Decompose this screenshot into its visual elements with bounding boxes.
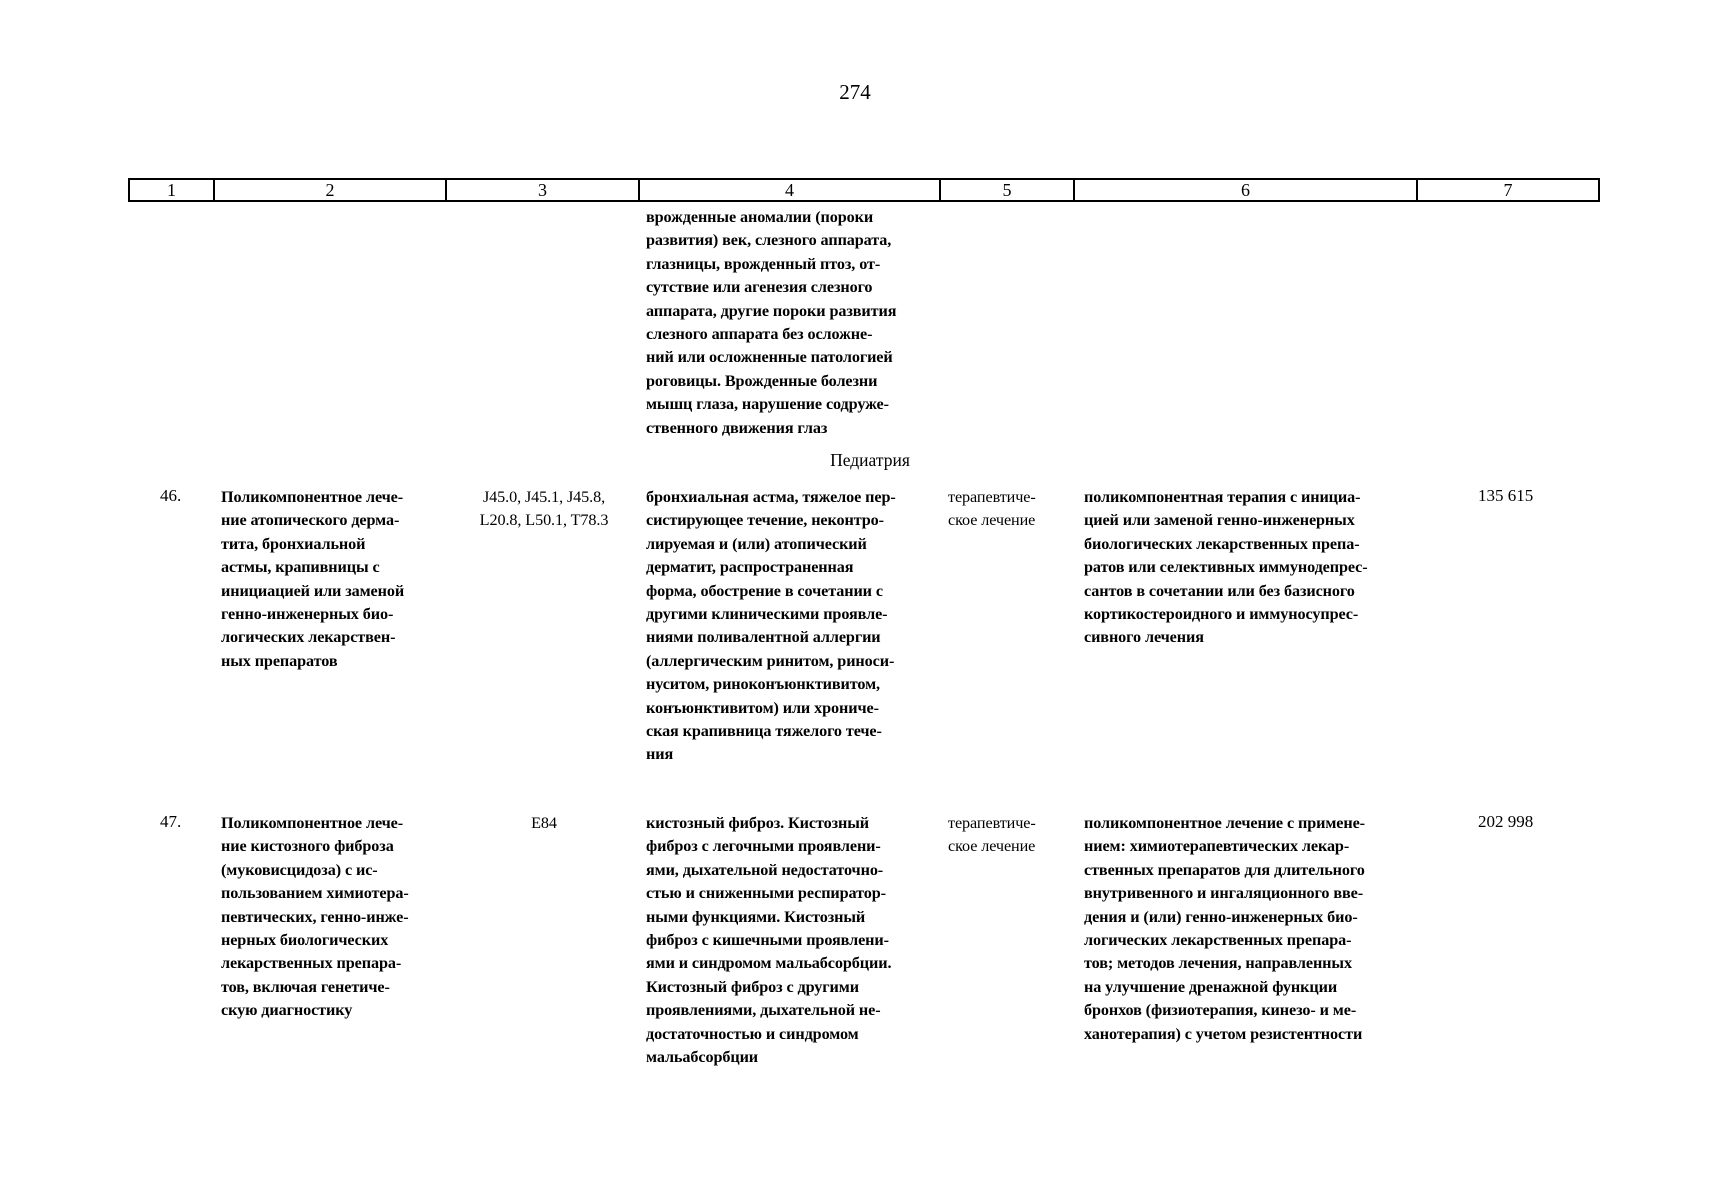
row-47-diagnosis [646,812,891,1069]
text-line: терапевтиче- [948,814,1036,832]
text-line: Поликомпонентное лече- [221,488,404,506]
text-line: глазницы, врожденный птоз, от- [646,254,881,273]
text-line: терапевтиче- [948,488,1036,506]
text-line: роговицы. Врожденные болезни [646,371,878,390]
row-47-icd-codes [464,812,624,835]
text-line: цией или заменой генно-инженерных [1084,511,1355,530]
text-line: певтических, генно-инже- [221,907,409,926]
text-line: другими клиническими проявле- [646,605,888,624]
text-line: кистозный фиброз. Кистозный [646,814,870,832]
text-line: поликомпонентное лечение с примене- [1084,814,1365,832]
text-line: тов; методов лечения, направленных [1084,954,1352,973]
text-line: ратов или селективных иммунодепрес- [1084,558,1368,577]
text-line: тов, включая генетиче- [221,977,390,996]
text-line: бронхиальная астма, тяжелое пер- [646,488,896,506]
text-line: ния [646,745,674,764]
text-line: дерматит, распространенная [646,558,854,577]
text-line: ниями поливалентной аллергии [646,628,881,647]
text-line: бронхов (физиотерапия, кинезо- и ме- [1084,1001,1357,1020]
row-46-cost: 135 615 [1478,486,1534,505]
continuation-diagnosis [646,206,896,440]
text-line: поликомпонентная терапия с инициа- [1084,488,1361,506]
row-46-icd-codes [464,486,624,533]
text-line: кортикостероидного и иммуносупрес- [1084,605,1359,624]
text-line: ний или осложненные патологией [646,348,893,367]
text-line: ние атопического дерма- [221,511,400,530]
text-line: ское лечение [948,837,1036,856]
text-line: лекарственных препара- [221,954,402,973]
text-line: биологических лекарственных препа- [1084,534,1360,553]
row-46-diagnosis [646,486,896,767]
text-line: (аллергическим ринитом, риноси- [646,651,895,670]
text-line: форма, обострение в сочетании с [646,581,883,600]
text-line: проявлениями, дыхательной не- [646,1001,881,1020]
text-line: внутривенного и ингаляционного вве- [1084,884,1363,903]
text-line: ями и синдромом мальабсорбции. [646,954,892,973]
header-cell-7: 7 [1416,180,1598,200]
text-line: ское лечение [948,511,1036,530]
text-line: скую диагностику [221,1001,353,1020]
text-line: ская крапивница тяжелого тече- [646,722,882,741]
text-line: ханотерапия) с учетом резистентности [1084,1024,1363,1043]
text-line: нерных биологических [221,931,389,950]
header-cell-5: 5 [939,180,1073,200]
text-line: ями, дыхательной недостаточно- [646,860,884,879]
text-line: генно-инженерных био- [221,605,394,624]
text-line: врожденные аномалии (пороки [646,208,874,226]
text-line: пользованием химиотера- [221,884,409,903]
text-line: сивного лечения [1084,628,1204,647]
text-line: L20.8, L50.1, T78.3 [479,511,609,530]
header-cell-6: 6 [1073,180,1416,200]
text-line: инициацией или заменой [221,581,405,600]
header-cell-2: 2 [213,180,445,200]
text-line: логических лекарствен- [221,628,396,647]
text-line: аппарата, другие пороки развития [646,301,897,320]
text-line: фиброз с кишечными проявлени- [646,931,889,950]
text-line: сантов в сочетании или без базисного [1084,581,1355,600]
text-line: мальабсорбции [646,1048,759,1067]
text-line: на улучшение дренажной функции [1084,977,1338,996]
text-line: J45.0, J45.1, J45.8, [482,488,606,506]
text-line: систирующее течение, неконтро- [646,511,884,530]
row-number-47: 47. [160,812,182,831]
row-46-treatment-method [1084,486,1368,650]
text-line: ние кистозного фиброза [221,837,394,856]
row-47-treatment-method [1084,812,1365,1046]
header-cell-3: 3 [445,180,638,200]
row-47-treatment-type [948,812,1036,859]
text-line: фиброз с легочными проявлени- [646,837,881,856]
text-line: ственных препаратов для длительного [1084,860,1365,879]
text-line: нуситом, риноконъюнктивитом, [646,675,880,694]
header-cell-1: 1 [167,180,176,200]
page-number: 274 [839,80,871,104]
text-line: сутствие или агенезия слезного [646,278,873,297]
text-line: ных препаратов [221,651,338,670]
text-line: ственного движения глаз [646,418,828,437]
text-line: развития) век, слезного аппарата, [646,231,892,250]
text-line: конъюнктивитом) или хрониче- [646,698,879,717]
text-line: астмы, крапивницы с [221,558,380,577]
section-title: Педиатрия [830,450,910,470]
text-line: тита, бронхиальной [221,534,366,553]
row-number-46: 46. [160,486,182,505]
text-line: Кистозный фиброз с другими [646,977,859,996]
text-line: слезного аппарата без осложне- [646,325,873,344]
text-line: E84 [531,814,557,832]
text-line: стью и сниженными респиратор- [646,884,886,903]
text-line: нием: химиотерапевтических лекар- [1084,837,1350,856]
text-line: дения и (или) генно-инженерных био- [1084,907,1358,926]
row-47-cost: 202 998 [1478,812,1534,831]
header-cell-4: 4 [638,180,939,200]
text-line: Поликомпонентное лече- [221,814,404,832]
text-line: мышц глаза, нарушение содруже- [646,395,889,414]
row-46-title [221,486,404,673]
text-line: лируемая и (или) атопический [646,534,867,553]
text-line: ными функциями. Кистозный [646,907,866,926]
row-46-treatment-type [948,486,1036,533]
text-line: (муковисцидоза) с ис- [221,860,378,879]
text-line: достаточностью и синдромом [646,1024,859,1043]
text-line: логических лекарственных препара- [1084,931,1352,950]
table-header-row [128,178,1600,202]
row-47-title [221,812,409,1023]
